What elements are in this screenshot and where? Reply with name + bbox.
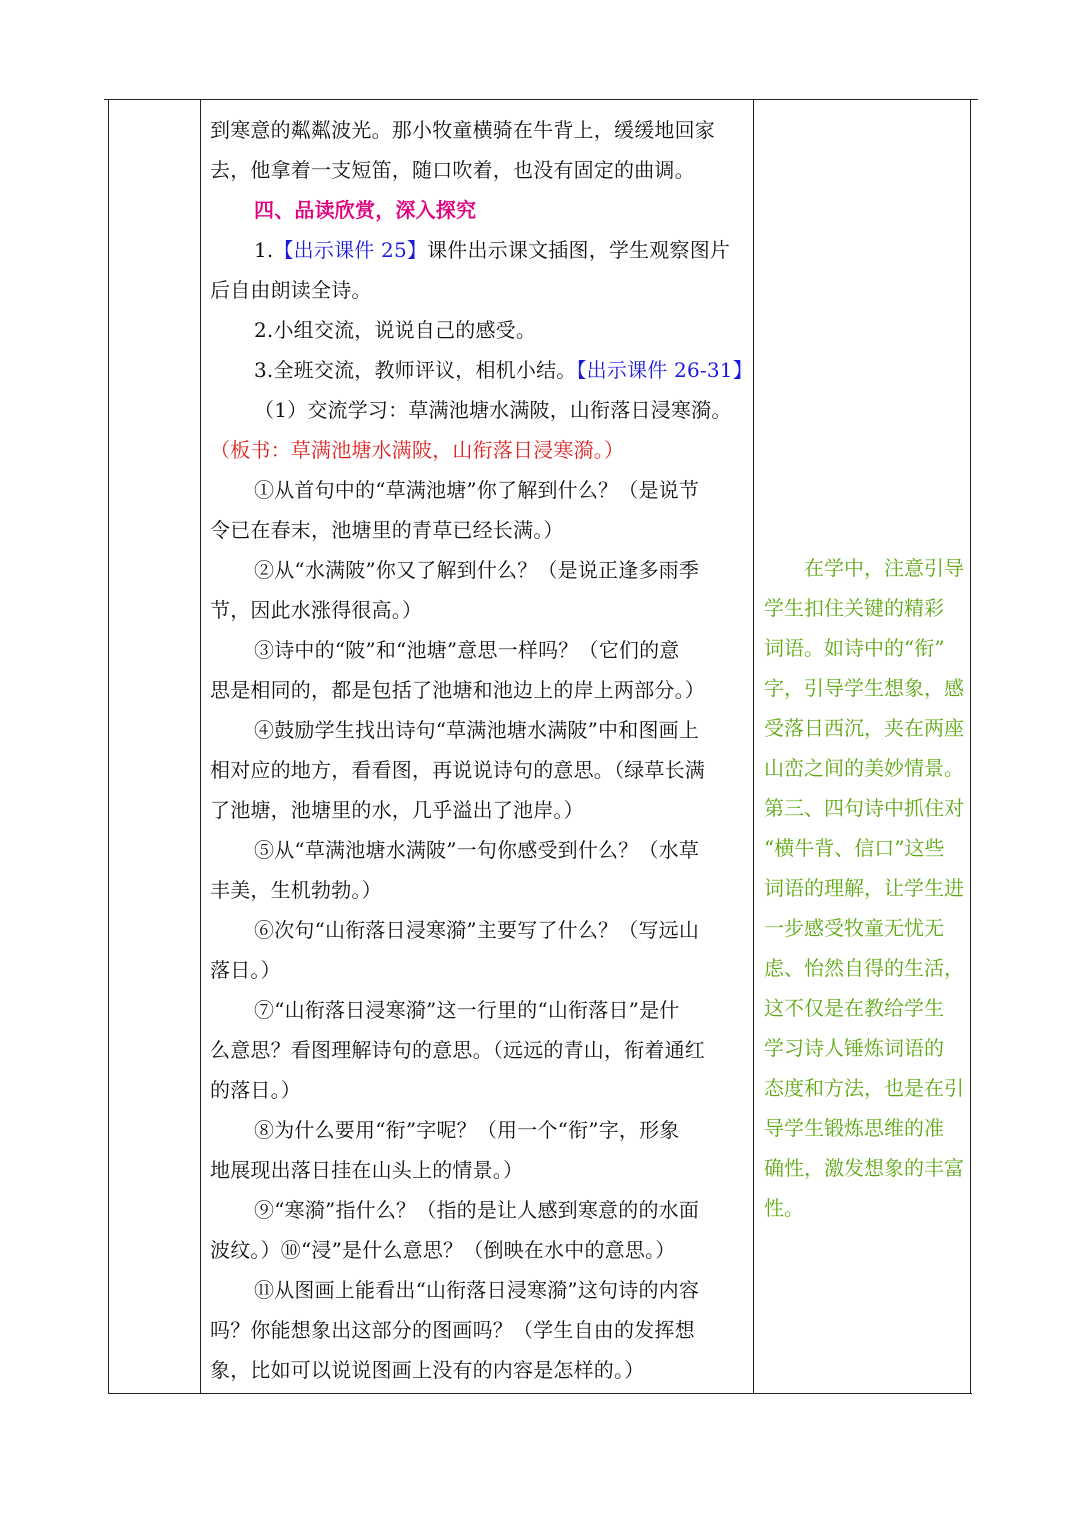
side-note-line: 虑、怡然自得的生活，	[764, 956, 964, 980]
table-border-right	[970, 100, 971, 1394]
side-note-line: 第三、四句诗中抓住对	[764, 796, 964, 820]
lesson-table	[108, 100, 972, 1394]
text-line: （1）交流学习：草满池塘水满陂，山衔落日浸寒漪。	[254, 398, 732, 422]
table-divider-1	[200, 100, 201, 1394]
text-line: 落日。）	[210, 958, 281, 982]
text-line: 吗？你能想象出这部分的图画吗？（学生自由的发挥想	[210, 1318, 695, 1342]
text-line: ③诗中的“陂”和“池塘”意思一样吗？（它们的意	[254, 638, 680, 662]
side-note-line: 性。	[764, 1196, 804, 1220]
text-line: 象，比如可以说说图画上没有的内容是怎样的。）	[210, 1358, 645, 1382]
teaching-process-column	[210, 110, 753, 1390]
text-line: 地展现出落日挂在山头上的情景。）	[210, 1158, 524, 1182]
text-line	[210, 350, 753, 390]
side-note-line: 词语的理解，让学生进	[764, 876, 964, 900]
step-text: 课件出示课文插图，学生观察图片	[427, 238, 731, 262]
table-border-bottom	[108, 1393, 972, 1394]
side-note-line: 学习诗人锤炼词语的	[764, 1036, 944, 1060]
board-note: （板书：草满池塘水满陂，山衔落日浸寒漪。）	[210, 438, 625, 462]
text-line: ①从首句中的“草满池塘”你了解到什么？（是说节	[254, 478, 700, 502]
text-line: 后自由朗读全诗。	[210, 278, 372, 302]
text-line: 的落日。）	[210, 1078, 301, 1102]
side-note-line: 在学中，注意引导	[764, 556, 964, 580]
text-line: ②从“水满陂”你又了解到什么？（是说正逢多雨季	[254, 558, 700, 582]
table-border-left	[108, 100, 109, 1394]
text-line: 思是相同的，都是包括了池塘和池边上的岸上两部分。）	[210, 678, 705, 702]
text-line: ⑤从“草满池塘水满陂”一句你感受到什么？（水草	[254, 838, 700, 862]
side-note-line: 受落日西沉，夹在两座	[764, 716, 964, 740]
text-line	[210, 230, 750, 270]
text-line: 令已在春末，池塘里的青草已经长满。）	[210, 518, 564, 542]
text-line: 2.小组交流，说说自己的感受。	[254, 318, 537, 342]
step-text: 3.全班交流，教师评议，相机小结。	[254, 358, 577, 382]
side-note-line: 一步感受牧童无忧无	[764, 916, 944, 940]
text-line: 节，因此水涨得很高。）	[210, 598, 423, 622]
text-line: ⑥次句“山衔落日浸寒漪”主要写了什么？（写远山	[254, 918, 700, 942]
section-heading: 四、品读欣赏，深入探究	[254, 198, 477, 222]
text-line: 么意思？看图理解诗句的意思。（远远的青山，衔着通红	[210, 1038, 705, 1062]
side-note-line: 导学生锻炼思维的准	[764, 1116, 944, 1140]
side-note-line: 确性，激发想象的丰富	[764, 1156, 964, 1180]
design-intent-column	[764, 548, 970, 1228]
text-line: ④鼓励学生找出诗句“草满池塘水满陂”中和图画上	[254, 718, 700, 742]
text-line: 到寒意的粼粼波光。那小牧童横骑在牛背上，缓缓地回家	[210, 118, 715, 142]
text-line: ⑧为什么要用“衔”字呢？（用一个“衔”字，形象	[254, 1118, 680, 1142]
text-line: 去，他拿着一支短笛，随口吹着，也没有固定的曲调。	[210, 158, 695, 182]
text-line: 相对应的地方，看看图，再说说诗句的意思。（绿草长满	[210, 758, 705, 782]
side-note-line: “横牛背、信口”这些	[764, 836, 945, 860]
side-note-line: 这不仅是在教给学生	[764, 996, 944, 1020]
side-note-line: 词语。如诗中的“衔”	[764, 636, 945, 660]
side-note-line: 山峦之间的美妙情景。	[764, 756, 964, 780]
table-divider-2	[753, 100, 754, 1394]
courseware-tag: 【出示课件 25】	[273, 238, 428, 262]
courseware-tag: 【出示课件 26-31】	[576, 358, 753, 382]
text-line: ⑨“寒漪”指什么？（指的是让人感到寒意的的水面	[254, 1198, 700, 1222]
side-note-line: 字，引导学生想象，感	[764, 676, 964, 700]
step-number: 1.	[254, 238, 274, 262]
text-line: 丰美，生机勃勃。）	[210, 878, 382, 902]
side-note-line: 态度和方法，也是在引	[764, 1076, 964, 1100]
text-line: 了池塘，池塘里的水，几乎溢出了池岸。）	[210, 798, 584, 822]
text-line: 波纹。）⑩“浸”是什么意思？（倒映在水中的意思。）	[210, 1238, 676, 1262]
text-line: ⑪从图画上能看出“山衔落日浸寒漪”这句诗的内容	[254, 1278, 700, 1302]
text-line: ⑦“山衔落日浸寒漪”这一行里的“山衔落日”是什	[254, 998, 680, 1022]
side-note-line: 学生扣住关键的精彩	[764, 596, 944, 620]
